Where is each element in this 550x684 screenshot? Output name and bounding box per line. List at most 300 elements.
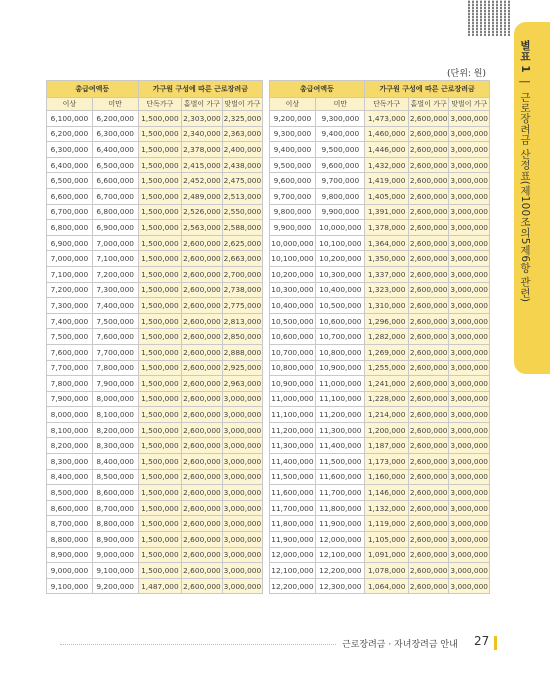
table-cell: 1,200,000 <box>365 422 409 438</box>
table-cell: 3,000,000 <box>449 563 490 579</box>
table-cell: 8,300,000 <box>47 454 93 470</box>
table-cell: 1,500,000 <box>138 142 182 158</box>
table-cell: 2,600,000 <box>408 516 448 532</box>
table-cell: 11,200,000 <box>269 422 316 438</box>
table-cell: 10,800,000 <box>316 344 365 360</box>
table-cell: 9,300,000 <box>316 111 365 127</box>
table-row <box>47 204 490 220</box>
table-cell: 1,500,000 <box>138 126 182 142</box>
table-cell: 10,100,000 <box>269 251 316 267</box>
table-cell: 6,500,000 <box>47 173 93 189</box>
table-cell: 2,475,000 <box>222 173 262 189</box>
table-cell: 2,550,000 <box>222 204 262 220</box>
table-cell: 9,200,000 <box>92 578 138 594</box>
table-cell: 2,600,000 <box>182 313 222 329</box>
table-cell: 1,119,000 <box>365 516 409 532</box>
header-single-earner-right: 홑벌이 가구 <box>408 98 448 111</box>
header-dual-earner-left: 맞벌이 가구 <box>222 98 262 111</box>
table-cell: 2,489,000 <box>182 188 222 204</box>
table-cell: 2,600,000 <box>182 235 222 251</box>
table-cell: 9,500,000 <box>316 142 365 158</box>
table-cell: 11,800,000 <box>316 500 365 516</box>
table-cell: 2,340,000 <box>182 126 222 142</box>
table-cell: 1,432,000 <box>365 157 409 173</box>
header-single-earner-left: 홑벌이 가구 <box>182 98 222 111</box>
table-cell: 9,700,000 <box>269 188 316 204</box>
table-row <box>47 547 490 563</box>
qr-code-overlay <box>468 0 510 36</box>
table-cell: 3,000,000 <box>449 344 490 360</box>
table-cell: 1,146,000 <box>365 485 409 501</box>
table-cell: 3,000,000 <box>222 578 262 594</box>
table-cell: 1,391,000 <box>365 204 409 220</box>
table-cell: 2,600,000 <box>408 111 448 127</box>
table-cell: 8,500,000 <box>47 485 93 501</box>
table-cell: 2,526,000 <box>182 204 222 220</box>
table-cell: 2,600,000 <box>182 563 222 579</box>
table-row <box>47 360 490 376</box>
table-cell: 1,296,000 <box>365 313 409 329</box>
table-cell: 1,500,000 <box>138 469 182 485</box>
table-cell: 3,000,000 <box>449 220 490 236</box>
table-cell: 2,600,000 <box>408 422 448 438</box>
table-cell: 8,600,000 <box>92 485 138 501</box>
table-cell: 1,500,000 <box>138 157 182 173</box>
table-cell: 1,160,000 <box>365 469 409 485</box>
table-cell: 2,600,000 <box>408 547 448 563</box>
table-cell: 1,323,000 <box>365 282 409 298</box>
table-cell: 7,600,000 <box>47 344 93 360</box>
header-single-left: 단독가구 <box>138 98 182 111</box>
table-cell: 2,600,000 <box>408 391 448 407</box>
table-cell: 2,303,000 <box>182 111 222 127</box>
table-cell: 3,000,000 <box>222 469 262 485</box>
table-cell: 2,600,000 <box>408 454 448 470</box>
table-row <box>47 407 490 423</box>
table-cell: 3,000,000 <box>449 313 490 329</box>
table-cell: 7,700,000 <box>47 360 93 376</box>
table-cell: 2,600,000 <box>182 485 222 501</box>
table-row <box>47 344 490 360</box>
table-cell: 8,000,000 <box>47 407 93 423</box>
table-cell: 2,600,000 <box>408 485 448 501</box>
side-tab-text <box>518 40 533 302</box>
table-cell: 3,000,000 <box>222 485 262 501</box>
header-row-columns <box>47 98 490 111</box>
table-cell: 1,473,000 <box>365 111 409 127</box>
table-cell: 7,100,000 <box>47 266 93 282</box>
table-cell: 3,000,000 <box>449 188 490 204</box>
table-cell: 9,700,000 <box>316 173 365 189</box>
table-cell: 11,300,000 <box>269 438 316 454</box>
table-row <box>47 485 490 501</box>
table-cell: 9,200,000 <box>269 111 316 127</box>
table-cell: 2,600,000 <box>182 407 222 423</box>
table-cell: 2,325,000 <box>222 111 262 127</box>
table-cell: 2,400,000 <box>222 142 262 158</box>
table-cell: 2,775,000 <box>222 298 262 314</box>
table-cell: 9,600,000 <box>316 157 365 173</box>
table-cell: 1,446,000 <box>365 142 409 158</box>
table-row <box>47 173 490 189</box>
table-cell: 10,100,000 <box>316 235 365 251</box>
table-cell: 6,100,000 <box>47 111 93 127</box>
table-cell: 1,500,000 <box>138 329 182 345</box>
table-cell: 2,600,000 <box>182 251 222 267</box>
table-cell: 8,100,000 <box>92 407 138 423</box>
table-cell: 11,900,000 <box>316 516 365 532</box>
table-cell: 1,173,000 <box>365 454 409 470</box>
table-cell: 10,200,000 <box>269 266 316 282</box>
table-cell: 1,487,000 <box>138 578 182 594</box>
table-row <box>47 532 490 548</box>
table-cell: 8,900,000 <box>92 532 138 548</box>
table-cell: 10,600,000 <box>316 313 365 329</box>
header-dual-earner-right: 맞벌이 가구 <box>449 98 490 111</box>
table-row <box>47 563 490 579</box>
table-cell: 3,000,000 <box>449 376 490 392</box>
table-cell: 1,500,000 <box>138 360 182 376</box>
table-cell: 6,600,000 <box>92 173 138 189</box>
table-cell: 12,300,000 <box>316 578 365 594</box>
table-cell: 3,000,000 <box>222 438 262 454</box>
table-cell: 9,900,000 <box>316 204 365 220</box>
table-cell: 2,363,000 <box>222 126 262 142</box>
table-cell: 2,600,000 <box>408 173 448 189</box>
table-cell: 11,200,000 <box>316 407 365 423</box>
table-cell: 12,200,000 <box>316 563 365 579</box>
table-cell: 3,000,000 <box>449 500 490 516</box>
header-max-left: 미만 <box>92 98 138 111</box>
table-cell: 10,400,000 <box>316 282 365 298</box>
table-cell: 2,600,000 <box>182 454 222 470</box>
table-cell: 1,105,000 <box>365 532 409 548</box>
table-cell: 8,100,000 <box>47 422 93 438</box>
table-cell: 9,100,000 <box>47 578 93 594</box>
table-cell: 2,600,000 <box>408 298 448 314</box>
table-cell: 10,400,000 <box>269 298 316 314</box>
table-cell: 10,500,000 <box>269 313 316 329</box>
table-row <box>47 422 490 438</box>
table-row <box>47 235 490 251</box>
table-cell: 1,500,000 <box>138 376 182 392</box>
table-cell: 2,438,000 <box>222 157 262 173</box>
table-cell: 1,500,000 <box>138 422 182 438</box>
table-cell: 3,000,000 <box>449 485 490 501</box>
table-cell: 10,900,000 <box>316 360 365 376</box>
table-cell: 2,663,000 <box>222 251 262 267</box>
table-cell: 1,132,000 <box>365 500 409 516</box>
table-cell: 3,000,000 <box>449 282 490 298</box>
table-cell: 2,600,000 <box>182 282 222 298</box>
table-cell: 1,500,000 <box>138 547 182 563</box>
table-row <box>47 126 490 142</box>
table-cell: 1,214,000 <box>365 407 409 423</box>
table-cell: 9,800,000 <box>316 188 365 204</box>
table-cell: 2,600,000 <box>408 220 448 236</box>
table-cell: 1,364,000 <box>365 235 409 251</box>
table-cell: 2,600,000 <box>182 516 222 532</box>
table-cell: 8,400,000 <box>47 469 93 485</box>
table-cell: 10,000,000 <box>269 235 316 251</box>
table-cell: 1,500,000 <box>138 111 182 127</box>
table-cell: 8,800,000 <box>92 516 138 532</box>
table-cell: 9,900,000 <box>269 220 316 236</box>
table-cell: 2,600,000 <box>408 469 448 485</box>
table-cell: 3,000,000 <box>449 422 490 438</box>
table-cell: 2,625,000 <box>222 235 262 251</box>
table-cell: 12,100,000 <box>316 547 365 563</box>
table-cell: 8,200,000 <box>47 438 93 454</box>
table-cell: 1,500,000 <box>138 282 182 298</box>
table-cell: 3,000,000 <box>449 547 490 563</box>
table-cell: 1,378,000 <box>365 220 409 236</box>
table-cell: 1,500,000 <box>138 266 182 282</box>
table-cell: 8,800,000 <box>47 532 93 548</box>
table-cell: 2,415,000 <box>182 157 222 173</box>
table-cell: 11,500,000 <box>316 454 365 470</box>
table-cell: 2,600,000 <box>182 422 222 438</box>
table-row <box>47 157 490 173</box>
table-cell: 11,400,000 <box>269 454 316 470</box>
table-cell: 3,000,000 <box>449 173 490 189</box>
table-cell: 10,800,000 <box>269 360 316 376</box>
table-cell: 2,600,000 <box>182 329 222 345</box>
table-row <box>47 516 490 532</box>
table-cell: 2,963,000 <box>222 376 262 392</box>
table-cell: 2,700,000 <box>222 266 262 282</box>
table-cell: 2,600,000 <box>408 578 448 594</box>
table-cell: 6,700,000 <box>92 188 138 204</box>
table-cell: 2,738,000 <box>222 282 262 298</box>
table-cell: 1,091,000 <box>365 547 409 563</box>
table-cell: 7,500,000 <box>92 313 138 329</box>
table-cell: 11,600,000 <box>316 469 365 485</box>
table-cell: 1,500,000 <box>138 532 182 548</box>
table-cell: 1,500,000 <box>138 298 182 314</box>
table-cell: 10,700,000 <box>269 344 316 360</box>
table-cell: 3,000,000 <box>222 563 262 579</box>
table-row <box>47 329 490 345</box>
table-cell: 1,500,000 <box>138 251 182 267</box>
table-cell: 3,000,000 <box>222 516 262 532</box>
table-cell: 2,600,000 <box>408 157 448 173</box>
table-cell: 3,000,000 <box>449 235 490 251</box>
table-cell: 11,600,000 <box>269 485 316 501</box>
header-single-right: 단독가구 <box>365 98 409 111</box>
table-cell: 6,300,000 <box>92 126 138 142</box>
table-cell: 2,600,000 <box>408 407 448 423</box>
table-cell: 2,600,000 <box>182 578 222 594</box>
table-cell: 1,282,000 <box>365 329 409 345</box>
table-cell: 7,600,000 <box>92 329 138 345</box>
table-cell: 11,700,000 <box>316 485 365 501</box>
table-row <box>47 469 490 485</box>
table-cell: 3,000,000 <box>449 266 490 282</box>
table-cell: 3,000,000 <box>222 532 262 548</box>
table-cell: 2,600,000 <box>408 282 448 298</box>
table-row <box>47 376 490 392</box>
table-cell: 1,500,000 <box>138 391 182 407</box>
table-cell: 1,405,000 <box>365 188 409 204</box>
table-cell: 7,400,000 <box>92 298 138 314</box>
table-cell: 6,800,000 <box>47 220 93 236</box>
table-cell: 2,600,000 <box>408 266 448 282</box>
footer-text: 근로장려금 · 자녀장려금 안내 <box>342 640 458 650</box>
table-cell: 12,000,000 <box>269 547 316 563</box>
table-cell: 2,513,000 <box>222 188 262 204</box>
table-cell: 7,500,000 <box>47 329 93 345</box>
table-cell: 10,300,000 <box>316 266 365 282</box>
table-cell: 1,500,000 <box>138 563 182 579</box>
table-cell: 11,800,000 <box>269 516 316 532</box>
side-tab-divider: | <box>519 80 531 85</box>
header-household-left: 가구원 구성에 따른 근로장려금 <box>138 81 263 98</box>
table-cell: 1,187,000 <box>365 438 409 454</box>
table-cell: 11,400,000 <box>316 438 365 454</box>
table-cell: 2,600,000 <box>408 532 448 548</box>
table-cell: 2,850,000 <box>222 329 262 345</box>
table-cell: 1,500,000 <box>138 220 182 236</box>
side-tab-subtitle: 근로장려금 산정표(제100조의5제6항 관련) <box>519 91 531 303</box>
table-cell: 3,000,000 <box>449 438 490 454</box>
table-cell: 2,600,000 <box>408 438 448 454</box>
table-cell: 2,600,000 <box>182 344 222 360</box>
table-cell: 12,100,000 <box>269 563 316 579</box>
table-body <box>47 111 490 594</box>
table-cell: 8,400,000 <box>92 454 138 470</box>
table-cell: 3,000,000 <box>222 407 262 423</box>
table-cell: 2,378,000 <box>182 142 222 158</box>
table-cell: 2,600,000 <box>182 500 222 516</box>
table-cell: 2,600,000 <box>408 563 448 579</box>
table-cell: 2,600,000 <box>408 344 448 360</box>
table-row <box>47 500 490 516</box>
table-cell: 10,200,000 <box>316 251 365 267</box>
header-row-groups <box>47 81 490 98</box>
header-min-left: 이상 <box>47 98 93 111</box>
table-cell: 6,200,000 <box>92 111 138 127</box>
table-cell: 6,500,000 <box>92 157 138 173</box>
table-cell: 1,350,000 <box>365 251 409 267</box>
table-cell: 1,500,000 <box>138 407 182 423</box>
table-cell: 7,900,000 <box>47 391 93 407</box>
table-cell: 2,600,000 <box>182 376 222 392</box>
table-cell: 3,000,000 <box>449 298 490 314</box>
table-cell: 6,400,000 <box>92 142 138 158</box>
table-row <box>47 142 490 158</box>
table-cell: 2,452,000 <box>182 173 222 189</box>
table-cell: 2,600,000 <box>408 376 448 392</box>
table-cell: 9,400,000 <box>269 142 316 158</box>
table-cell: 3,000,000 <box>449 391 490 407</box>
table-cell: 3,000,000 <box>449 157 490 173</box>
table-cell: 2,600,000 <box>182 298 222 314</box>
table-cell: 2,600,000 <box>408 126 448 142</box>
table-cell: 12,000,000 <box>316 532 365 548</box>
table-cell: 7,800,000 <box>92 360 138 376</box>
table-cell: 2,600,000 <box>408 251 448 267</box>
table-cell: 2,600,000 <box>182 391 222 407</box>
table-cell: 2,600,000 <box>408 313 448 329</box>
table-cell: 7,400,000 <box>47 313 93 329</box>
footer-divider <box>60 644 336 645</box>
header-income-left: 총급여액등 <box>47 81 139 98</box>
table-cell: 11,700,000 <box>269 500 316 516</box>
table-cell: 6,400,000 <box>47 157 93 173</box>
table-cell: 1,337,000 <box>365 266 409 282</box>
table-row <box>47 313 490 329</box>
table-cell: 1,500,000 <box>138 204 182 220</box>
table-cell: 11,300,000 <box>316 422 365 438</box>
page-accent-bar <box>494 636 497 650</box>
table-cell: 8,300,000 <box>92 438 138 454</box>
table-cell: 2,888,000 <box>222 344 262 360</box>
table-row <box>47 391 490 407</box>
table-row <box>47 188 490 204</box>
table-cell: 1,500,000 <box>138 516 182 532</box>
table-cell: 3,000,000 <box>222 454 262 470</box>
page-number: 27 <box>474 634 490 648</box>
table-cell: 2,600,000 <box>408 360 448 376</box>
table-cell: 7,000,000 <box>47 251 93 267</box>
table-row <box>47 454 490 470</box>
table-cell: 7,300,000 <box>92 282 138 298</box>
table-cell: 2,925,000 <box>222 360 262 376</box>
table-cell: 9,500,000 <box>269 157 316 173</box>
table-cell: 10,300,000 <box>269 282 316 298</box>
table-cell: 2,600,000 <box>408 188 448 204</box>
table-cell: 11,000,000 <box>316 376 365 392</box>
table-cell: 9,400,000 <box>316 126 365 142</box>
table-cell: 3,000,000 <box>449 204 490 220</box>
table-cell: 6,200,000 <box>47 126 93 142</box>
table-cell: 1,064,000 <box>365 578 409 594</box>
table-cell: 3,000,000 <box>222 391 262 407</box>
table-cell: 1,460,000 <box>365 126 409 142</box>
table-cell: 10,900,000 <box>269 376 316 392</box>
table-cell: 3,000,000 <box>449 454 490 470</box>
table-cell: 9,300,000 <box>269 126 316 142</box>
table-cell: 2,600,000 <box>408 204 448 220</box>
table-cell: 3,000,000 <box>449 578 490 594</box>
table-cell: 3,000,000 <box>449 126 490 142</box>
table-cell: 8,700,000 <box>47 516 93 532</box>
table-cell: 12,200,000 <box>269 578 316 594</box>
table-cell: 2,563,000 <box>182 220 222 236</box>
table-cell: 9,000,000 <box>47 563 93 579</box>
table-cell: 7,000,000 <box>92 235 138 251</box>
header-household-right: 가구원 구성에 따른 근로장려금 <box>365 81 490 98</box>
table-cell: 10,000,000 <box>316 220 365 236</box>
table-cell: 10,500,000 <box>316 298 365 314</box>
table-cell: 2,600,000 <box>408 329 448 345</box>
table-cell: 2,600,000 <box>182 438 222 454</box>
table-cell: 11,100,000 <box>269 407 316 423</box>
table-cell: 2,600,000 <box>182 266 222 282</box>
table-row <box>47 298 490 314</box>
table-cell: 2,600,000 <box>408 235 448 251</box>
table-cell: 2,600,000 <box>182 469 222 485</box>
table-cell: 7,800,000 <box>47 376 93 392</box>
table-cell: 6,700,000 <box>47 204 93 220</box>
table-cell: 3,000,000 <box>449 111 490 127</box>
table-cell: 11,500,000 <box>269 469 316 485</box>
table-cell: 9,000,000 <box>92 547 138 563</box>
table-cell: 2,600,000 <box>182 532 222 548</box>
table-cell: 3,000,000 <box>449 532 490 548</box>
table-cell: 1,269,000 <box>365 344 409 360</box>
